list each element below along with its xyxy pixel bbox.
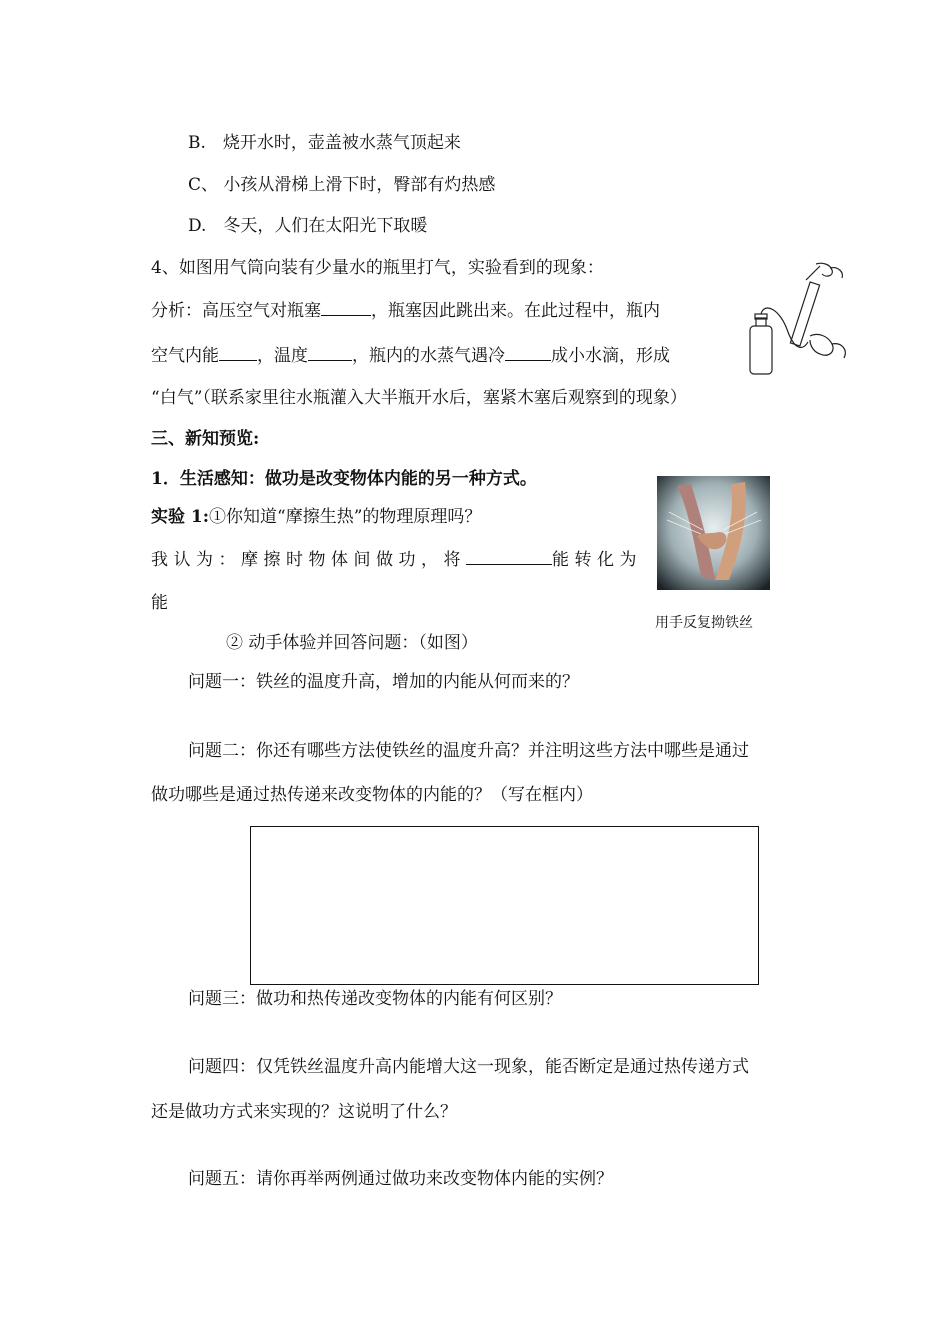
blank-4[interactable] [505,342,551,361]
air-energy-line [151,342,670,367]
experiment-1-label: 实验 1: [151,507,210,527]
air-text-c: ，瓶内的水蒸气遇冷 [352,346,505,366]
option-c: C、 小孩从滑梯上滑下时，臀部有灼热感 [188,175,496,195]
question-4: 4、如图用气筒向装有少量水的瓶里打气，实验看到的现象： [151,258,604,278]
option-d: D. 冬天，人们在太阳光下取暖 [188,216,428,236]
hands-on-line: ② 动手体验并回答问题：（如图） [226,633,478,653]
analysis-text-a: 分析：高压空气对瓶塞 [151,301,321,321]
air-text-b: ，温度 [257,346,308,366]
hands-bending-wire-photo [657,476,770,590]
blank-1[interactable] [321,297,371,316]
option-b: B. 烧开水时，壶盖被水蒸气顶起来 [188,133,461,153]
opinion-text-b: 能转化为 [552,550,642,570]
blank-3[interactable] [308,342,352,361]
question-two-a: 问题二：你还有哪些方法使铁丝的温度升高？并注明这些方法中哪些是通过 [188,741,749,761]
analysis-line [151,297,660,322]
question-four-a: 问题四：仅凭铁丝温度升高内能增大这一现象，能否断定是通过热传递方式 [188,1057,749,1077]
opinion-text-a: 我认为：摩擦时物体间做功，将 [151,550,466,570]
experiment-1-line [151,506,481,528]
pump-bottle-figure [744,262,856,380]
air-text-a: 空气内能 [151,346,219,366]
air-text-d: 成小水滴，形成 [551,346,670,366]
question-three: 问题三：做功和热传递改变物体的内能有何区别？ [188,989,562,1009]
question-two-b: 做功哪些是通过热传递来改变物体的内能的？（写在框内） [151,785,593,805]
figure-caption: 用手反复拗铁丝 [655,615,753,631]
question-five: 问题五：请你再举两例通过做功来改变物体内能的实例？ [188,1169,613,1189]
point-1: 1．生活感知：做功是改变物体内能的另一种方式。 [151,469,537,489]
section-3-heading: 三、新知预览: [151,429,260,449]
question-four-b: 还是做功方式来实现的？这说明了什么？ [151,1102,457,1122]
white-vapor-line: “白气”（联系家里往水瓶灌入大半瓶开水后，塞紧木塞后观察到的现象） [151,388,687,408]
answer-box[interactable] [250,826,759,985]
analysis-text-b: ，瓶塞因此跳出来。在此过程中，瓶内 [371,301,660,321]
experiment-1-text: ①你知道“摩擦生热”的物理原理吗？ [209,507,482,527]
blank-2[interactable] [219,342,257,361]
opinion-line [151,546,642,571]
blank-5[interactable] [466,546,552,565]
opinion-line-end: 能 [151,593,168,613]
question-one: 问题一：铁丝的温度升高，增加的内能从何而来的？ [188,672,579,692]
